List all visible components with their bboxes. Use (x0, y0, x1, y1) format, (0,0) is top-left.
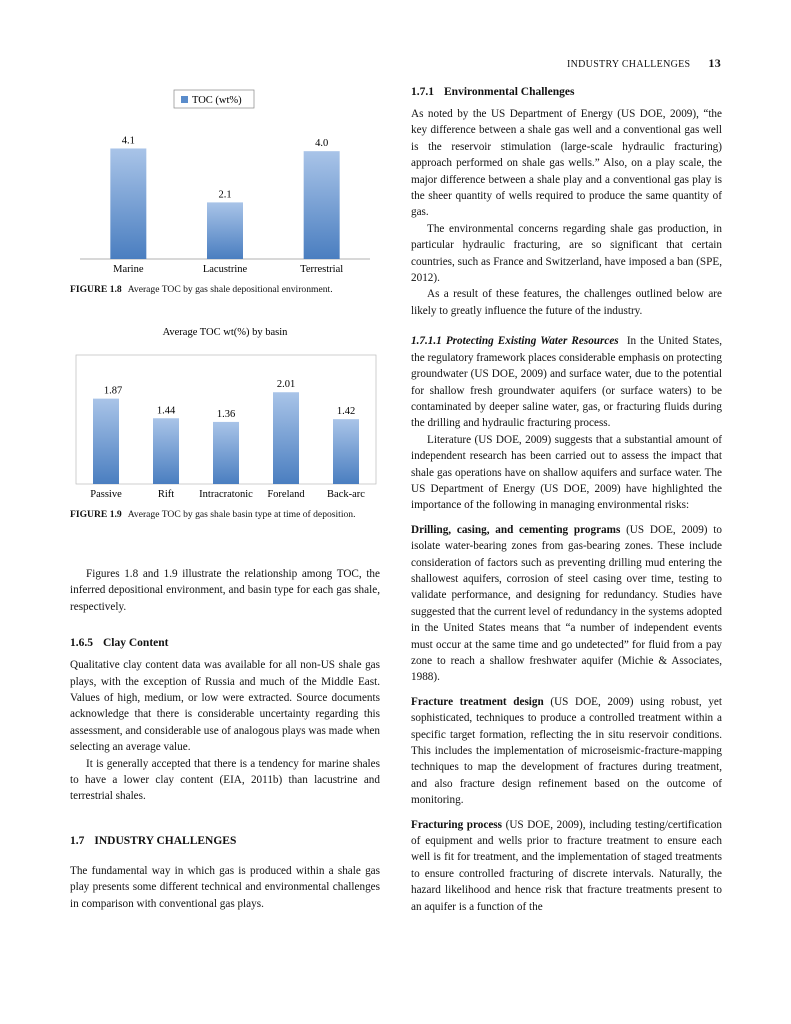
data-label: 1.87 (103, 385, 123, 397)
category-label: Intracratonic (199, 489, 253, 500)
bar-back-arc (333, 419, 359, 484)
caption-text: Average TOC by gas shale basin type at time of deposition. (127, 509, 356, 520)
right-column (411, 86, 722, 915)
section-number: 1.6.5 (70, 637, 93, 650)
bar-marine (110, 148, 146, 259)
bar-terrestrial (304, 151, 340, 259)
figure-1-9-chart (70, 322, 380, 502)
bar-passive (93, 399, 119, 484)
section-number: 1.7.1 (411, 86, 434, 98)
data-label: 1.44 (156, 405, 176, 417)
subsection-heading-1-7-1-1: 1.7.1.1 Protecting Existing Water Resources (411, 335, 619, 348)
data-label: 1.42 (336, 406, 356, 418)
section-heading-1-7 (70, 835, 380, 847)
chart-title: Average TOC wt(%) by basin (162, 327, 288, 338)
category-label: Back-arc (327, 489, 365, 500)
paragraph: Qualitative clay content data was available for all non-US shale gas plays, with the exception of Russia and much of the Middle East. Values of high, medium, or low were extracted. Source documents acknowledge that there is considerable uncertainty regarding this assessment, and considerable use of analogous plays was made when selecting an average value. (70, 659, 380, 754)
left-column (70, 566, 380, 912)
run-in-heading: Drilling, casing, and cementing programs (411, 523, 621, 536)
category-label: Foreland (267, 489, 305, 500)
paragraph: As a result of these features, the challenges outlined below are likely to greatly influence the future of the industry. (411, 288, 722, 317)
paragraph-text: (US DOE, 2009) to isolate water-bearing zones from gas-bearing zones. These include consideration of factors such as preventing drilling mud entering the shallowest aquifers, corrosion of steel casing over time, testing to validate performance, and designing for redundancy. Studies have suggested that the current level of redundancy in the systems adopted in the United States means that “a number of independent events must occur at the same time and go undetected” for fluid from a pay zone to reach a shallow freshwater aquifer (Michie & Associates, 1988). (411, 523, 722, 684)
figure-1-8-caption (70, 283, 390, 297)
bar-foreland (273, 392, 299, 484)
list-paragraph (411, 817, 722, 915)
data-label: 4.1 (121, 135, 135, 147)
paragraph-text: (US DOE, 2009), including testing/certification of equipment and wells prior to fracture treatment to ensure each well is fit for treatment, and the implementation of staged treatments to ensure controlled fracturing of discrete intervals. Naturally, the hazard likelihood and hence risk that fracture treatments present to an aquifer is a function of the (411, 818, 722, 913)
page-number: 13 (708, 56, 721, 70)
section-number: 1.7 (70, 834, 85, 847)
legend-label: TOC (wt%) (192, 95, 242, 106)
figure-1-8-chart (70, 84, 380, 280)
paragraph: Literature (US DOE, 2009) suggests that a substantial amount of independent research has been carried out to assess the impact that shale gas operations have on shallow aquifers and surface water. The US Department of Energy (US DOE, 2009) have highlighted the importance of the following in managing environmental risks: (411, 433, 722, 512)
category-label: Passive (90, 489, 122, 500)
list-paragraph (411, 694, 722, 809)
paragraph-text: In the United States, the regulatory framework places considerable emphasis on protecting groundwater (US DOE, 2009) and surface water, due to the potential for shallow fresh groundwater aquifers (or surface waters) to be contaminated by deeper saline water, gas, or fracturing fluids during the drilling and hydraulic fracturing process. (411, 335, 722, 430)
legend-swatch (181, 96, 188, 103)
data-label: 1.36 (216, 408, 236, 420)
run-in-heading: Fracturing process (411, 818, 503, 831)
bar-lacustrine (207, 202, 243, 259)
data-label: 4.0 (315, 138, 329, 150)
bar-intracratonic (213, 422, 239, 484)
paragraph: It is generally accepted that there is a tendency for marine shales to have a lower clay content (EIA, 2011b) than lacustrine and terrestrial shales. (70, 757, 380, 803)
section-title: Clay Content (103, 637, 169, 650)
category-label: Terrestrial (300, 264, 344, 275)
data-label: 2.1 (218, 189, 232, 201)
caption-text: Average TOC by gas shale depositional environment. (127, 284, 333, 295)
category-label: Marine (113, 264, 144, 275)
running-header (567, 56, 721, 71)
bar-rift (153, 418, 179, 484)
data-label: 2.01 (276, 379, 296, 391)
category-label: Rift (157, 489, 175, 500)
section-heading-1-7-1 (411, 86, 722, 98)
subsection-paragraph (411, 333, 722, 431)
paragraph: Figures 1.8 and 1.9 illustrate the relationship among TOC, the inferred depositional environment, and basin type for each gas shale, respectively. (70, 568, 380, 613)
section-heading-1-6-5 (70, 637, 380, 649)
paragraph-text: (US DOE, 2009) using robust, yet sophisticated, techniques to produce a controlled treatment within a specific target formation, reflecting the in situ reservoir conditions. This includes the implementation of microseismic-fracture-mapping techniques to map the development of fractures during treatment, and also fracture design refinement based on the outcome of monitoring. (411, 695, 722, 807)
section-title: INDUSTRY CHALLENGES (94, 834, 237, 847)
running-title: INDUSTRY CHALLENGES (567, 59, 691, 70)
paragraph: The fundamental way in which gas is produced within a shale gas play presents some different technical and environmental challenges in comparison with conventional gas plays. (70, 864, 380, 910)
figure-label: FIGURE 1.8 (70, 284, 122, 295)
section-title: Environmental Challenges (444, 86, 575, 98)
category-label: Lacustrine (202, 264, 248, 275)
paragraph: The environmental concerns regarding shale gas production, in particular hydraulic fracturing, are so significant that certain countries, such as France and Switzerland, have imposed a ban (SPE, 2012). (411, 222, 722, 285)
paragraph: As noted by the US Department of Energy (US DOE, 2009), “the key difference between a shale gas well and a conventional gas well is the reservoir stimulation (large-scale hydraulic fracturing) approach performed on shale gas wells.” Also, on a play scale, the major difference between a shale play and a conventional gas play is the sheer quantity of wells required to produce the same quantity of gas. (411, 108, 722, 219)
list-paragraph (411, 522, 722, 686)
run-in-heading: Fracture treatment design (411, 695, 544, 708)
figure-label: FIGURE 1.9 (70, 509, 122, 520)
figure-1-9-caption (70, 508, 380, 522)
